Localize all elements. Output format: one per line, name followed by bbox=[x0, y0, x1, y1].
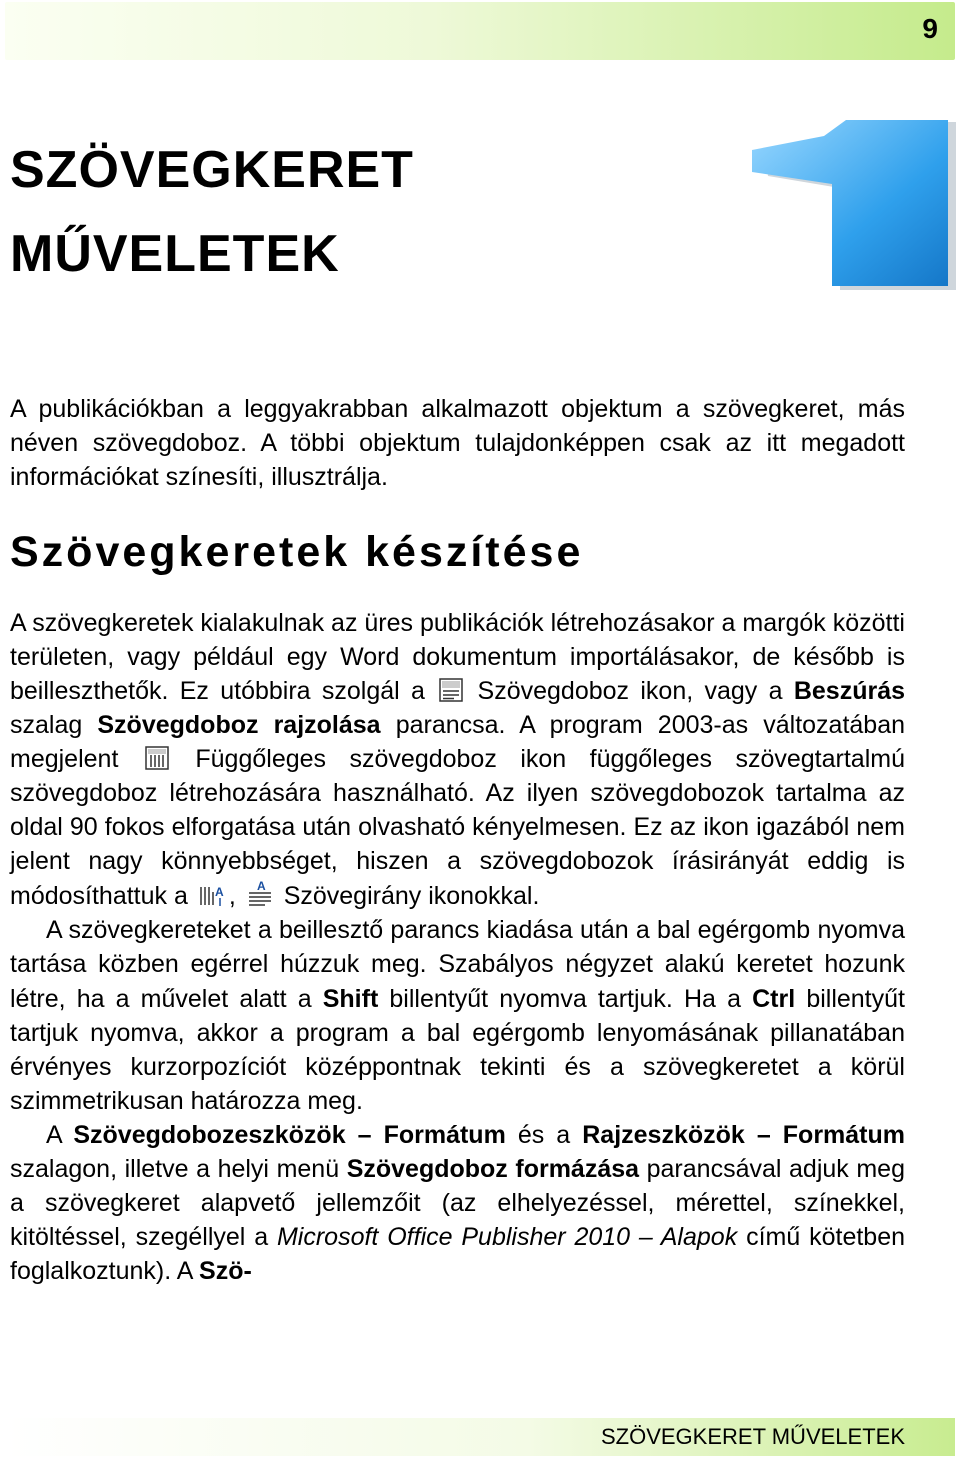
p2-text-3: billentyűt tartjuk nyomva, akkor a program a bal egérgomb lenyomásának pillanatában érvényes kurzorpozíciót középpontnak tekinti és a szövegkeretet a körül szimmetrikusan határozza meg. bbox=[10, 984, 905, 1115]
footer-title: SZÖVEGKERET MŰVELETEK bbox=[600, 1424, 905, 1449]
svg-text:A: A bbox=[256, 879, 266, 894]
p3-bold-textbox-tools: Szövegdobozeszközök – Formátum bbox=[73, 1120, 506, 1149]
p1-text-5: Függőleges szövegdoboz ikon függőleges szövegtartalmú szövegdoboz létrehozására használható. Az ilyen szövegdobozok tartalma az oldal 90 fokos elforgatása után olvasható kényelmesen. Ez az ikon igazából nem jelent nagy könnyebbséget, hiszen a szövegdobozok írásirányát eddig is módosíthattuk a bbox=[10, 745, 905, 911]
svg-text:A: A bbox=[214, 885, 224, 900]
chapter-title bbox=[10, 128, 730, 296]
text-direction-vertical-icon bbox=[197, 878, 227, 908]
intro-paragraph: A publikációkban a leggyakrabban alkalmazott objektum a szövegkeret, más néven szövegdoboz. A többi objektum tulajdonképpen csak az itt megadott információkat színesíti, illusztrálja. bbox=[10, 395, 905, 491]
paragraph-1 bbox=[10, 606, 905, 913]
page-number: 9 bbox=[922, 13, 938, 44]
chapter-number-graphic bbox=[748, 118, 960, 294]
p3-text-4: parancsával adjuk meg a szövegkeret alapvető jellemzőit (az elhelyezéssel, mérettel, színekkel, kitöltéssel, szegéllyel a bbox=[10, 1154, 905, 1251]
header-bar bbox=[5, 2, 955, 60]
p3-text-2: és a bbox=[517, 1120, 571, 1149]
p3-bold-continuation: Szö- bbox=[199, 1256, 252, 1285]
section-body bbox=[10, 606, 905, 1288]
chapter-title-line-2: MŰVELETEK bbox=[10, 225, 340, 283]
p1-bold-draw-textbox: Szövegdoboz rajzolása bbox=[97, 711, 381, 740]
p3-bold-drawing-tools: Rajzeszközök – Formátum bbox=[582, 1120, 906, 1149]
p2-bold-ctrl: Ctrl bbox=[752, 984, 796, 1013]
p1-text-2: Szövegdoboz ikon, vagy a bbox=[477, 677, 783, 706]
chapter-title-line-1: SZÖVEGKERET bbox=[10, 141, 414, 199]
p3-italic-book-title: Microsoft Office Publisher 2010 – Alapok bbox=[276, 1222, 738, 1251]
section-heading: Szövegkeretek készítése bbox=[10, 528, 584, 576]
p3-bold-format-textbox: Szövegdoboz formázása bbox=[346, 1154, 640, 1183]
p2-bold-shift: Shift bbox=[322, 984, 379, 1013]
p1-text-1: A szövegkeretek kialakulnak az üres publikációk létrehozásakor a margók közötti területen, vagy például egy Word dokumentum importálásakor, de később is beilleszthetők. Ez utóbbira szolgál a bbox=[10, 609, 905, 706]
paragraph-2 bbox=[10, 913, 905, 1117]
p1-bold-insert-ribbon: Beszúrás bbox=[793, 677, 905, 706]
p2-text-2: billentyűt nyomva tartjuk. Ha a bbox=[389, 984, 741, 1013]
text-direction-horizontal-icon bbox=[245, 878, 275, 908]
p2-text-1: A szövegkereteket a beillesztő parancs kiadása után a bal egérgomb nyomva tartása közben egérrel húzzuk meg. Szabályos négyzet alakú keretet hozunk létre, ha a művelet alatt a bbox=[10, 916, 905, 1013]
p1-text-6: , bbox=[228, 882, 236, 911]
p3-text-3: szalagon, illetve a helyi menü bbox=[10, 1154, 340, 1183]
p1-text-3: szalag bbox=[10, 711, 83, 740]
p1-text-4: parancsa. A program 2003-as változatában megjelent bbox=[10, 711, 906, 774]
text-box-icon bbox=[438, 677, 464, 703]
p1-text-7: Szövegirány ikonokkal. bbox=[283, 882, 540, 911]
vertical-text-box-icon bbox=[144, 745, 170, 771]
paragraph-3 bbox=[10, 1118, 905, 1288]
p3-text-1: A bbox=[46, 1120, 62, 1149]
p3-text-5: című kötetben foglalkoztunk). A bbox=[10, 1222, 906, 1285]
